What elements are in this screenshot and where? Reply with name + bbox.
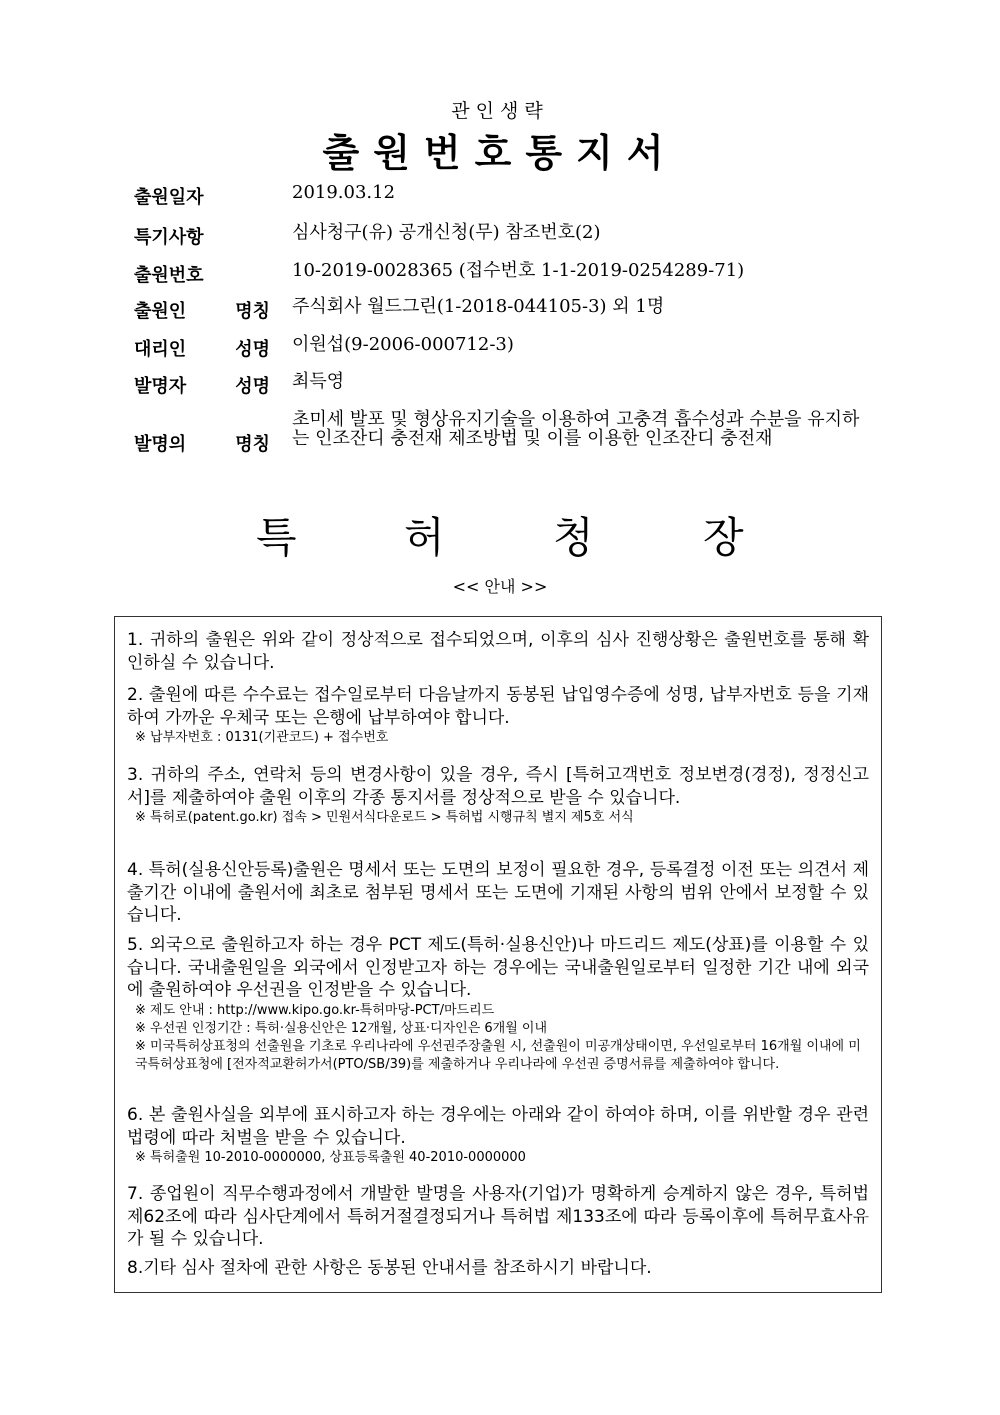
notice-note: ※ 우선권 인정기간 : 특허·실용신안은 12개월, 상표·디자인은 6개월 이내 bbox=[135, 1020, 548, 1036]
notice-text: 4. 특허(실용신안등록)출원은 명세서 또는 도면의 보정이 필요한 경우, 등록결정 이전 또는 의견서 제출기간 이내에 출원서에 최초로 첨부된 명세서 또는 도면에 기재된 사항의 범위 안에서 보정할 수 있습니다. bbox=[127, 860, 869, 925]
notice-item bbox=[127, 859, 869, 927]
field-value: 심사청구(유) 공개신청(무) 참조번호(2) bbox=[292, 222, 601, 243]
field-label: 특기사항 bbox=[134, 227, 204, 248]
notice-note: ※ 납부자번호 : 0131(기관코드) + 접수번호 bbox=[135, 730, 389, 745]
field-label: 출원번호 bbox=[134, 265, 204, 286]
document-subtitle: 관인생략 bbox=[451, 100, 549, 122]
notice-text: 1. 귀하의 출원은 위와 같이 정상적으로 접수되었으며, 이후의 심사 진행상황은 출원번호를 통해 확인하실 수 있습니다. bbox=[127, 630, 869, 673]
field-label: 발명의 명칭 bbox=[134, 434, 270, 455]
agency-char: 허 bbox=[404, 513, 445, 562]
notice-item bbox=[127, 684, 869, 747]
field-label: 출원일자 bbox=[134, 187, 204, 208]
notice-text: 8.기타 심사 절차에 관한 사항은 동봉된 안내서를 참조하시기 바랍니다. bbox=[127, 1258, 652, 1278]
notice-text: 5. 외국으로 출원하고자 하는 경우 PCT 제도(특허·실용신안)나 마드리드 제도(상표)를 이용할 수 있습니다. 국내출원일을 외국에서 인정받고자 하는 경우에는 국내출원일로부터 일정한 기간 내에 외국에 출원하여야 우선권을 인정받을 수 있습니다. bbox=[127, 935, 869, 1000]
field-label: 출원인 명칭 bbox=[134, 301, 270, 322]
notice-item bbox=[127, 764, 869, 827]
field-label: 대리인 성명 bbox=[134, 339, 270, 360]
field-label: 발명자 성명 bbox=[134, 376, 270, 397]
field-value: 초미세 발포 및 형상유지기술을 이용하여 고충격 흡수성과 수분을 유지하는 인조잔디 충전재 제조방법 및 이를 이용한 인조잔디 충전재 bbox=[292, 409, 860, 449]
notice-note: ※ 미국특허상표청의 선출원을 기초로 우리나라에 우선권주장출원 시, 선출원이 미공개상태이면, 우선일로부터 16개월 이내에 미국특허상표청에 [전자적교환허가서(PTO/SB/39)를 제출하거나 우리나라에 우선권 증명서류를 제출하여야 합니다. bbox=[135, 1038, 861, 1072]
agency-char: 장 bbox=[703, 513, 744, 562]
field-value: 주식회사 월드그린(1-2018-044105-3) 외 1명 bbox=[292, 296, 665, 317]
guide-heading: << 안내 >> bbox=[452, 577, 548, 596]
notice-item bbox=[127, 629, 869, 674]
notice-note: ※ 특허로(patent.go.kr) 접속 > 민원서식다운로드 > 특허법 시행규칙 별지 제5호 서식 bbox=[135, 810, 634, 825]
field-value: 이원섭(9-2006-000712-3) bbox=[292, 334, 514, 355]
document-title: 출원번호통지서 bbox=[322, 131, 678, 175]
notice-item bbox=[127, 934, 869, 1074]
notice-note: ※ 특허출원 10-2010-0000000, 상표등록출원 40-2010-0000000 bbox=[135, 1150, 526, 1165]
notice-text: 3. 귀하의 주소, 연락처 등의 변경사항이 있을 경우, 즉시 [특허고객번호 정보변경(경정), 정정신고서]를 제출하여야 출원 이후의 각종 통지서를 정상적으로 받을 수 있습니다. bbox=[127, 765, 869, 808]
agency-char: 청 bbox=[553, 513, 594, 562]
agency-char: 특 bbox=[256, 513, 297, 562]
field-value: 최득영 bbox=[292, 371, 345, 392]
notice-box bbox=[114, 616, 882, 1293]
notice-item bbox=[127, 1183, 869, 1251]
notice-text: 2. 출원에 따른 수수료는 접수일로부터 다음날까지 동봉된 납입영수증에 성명, 납부자번호 등을 기재하여 가까운 우체국 또는 은행에 납부하여야 합니다. bbox=[127, 685, 869, 728]
notice-item bbox=[127, 1104, 869, 1167]
field-value: 2019.03.12 bbox=[292, 182, 396, 203]
notice-text: 6. 본 출원사실을 외부에 표시하고자 하는 경우에는 아래와 같이 하여야 하며, 이를 위반할 경우 관련법령에 따라 처벌을 받을 수 있습니다. bbox=[127, 1105, 869, 1148]
notice-note: ※ 제도 안내 : http://www.kipo.go.kr-특허마당-PCT/마드리드 bbox=[135, 1002, 495, 1018]
notice-item bbox=[127, 1257, 869, 1280]
notice-text: 7. 종업원이 직무수행과정에서 개발한 발명을 사용자(기업)가 명확하게 승계하지 않은 경우, 특허법 제62조에 따라 심사단계에서 특허거절결정되거나 특허법 제133조에 따라 등록이후에 특허무효사유가 될 수 있습니다. bbox=[127, 1184, 869, 1249]
field-value: 10-2019-0028365 (접수번호 1-1-2019-0254289-71) bbox=[292, 260, 745, 281]
